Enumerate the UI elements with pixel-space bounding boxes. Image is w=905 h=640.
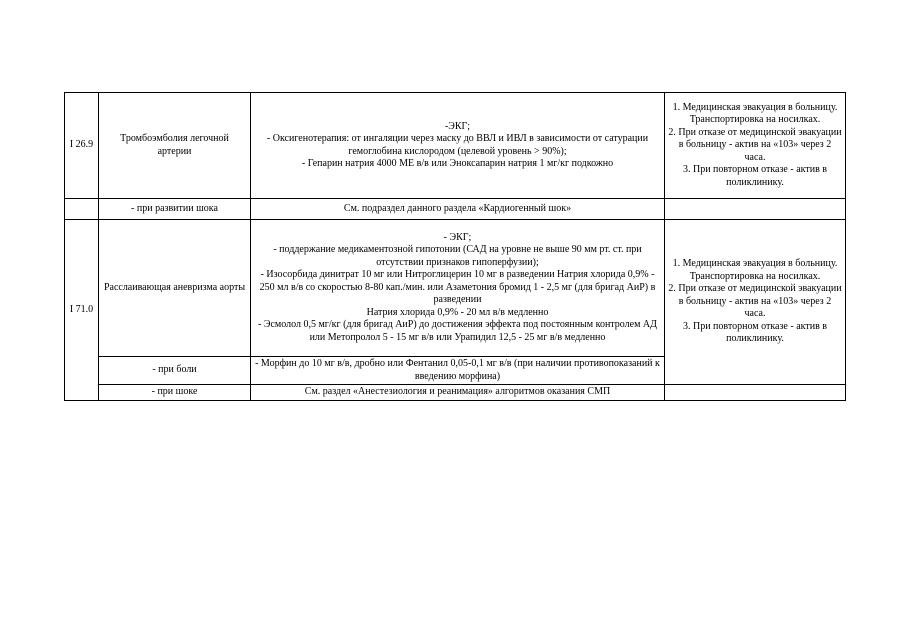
measures-cell: См. раздел «Анестезиология и реанимация» алгоритмов оказания СМП — [251, 385, 665, 401]
diagnosis-cell: Тромбоэмболия легочной артерии — [99, 93, 251, 199]
icd-code-cell: I 26.9 — [65, 93, 99, 199]
subdiagnosis-cell: - при шоке — [99, 385, 251, 401]
table-row — [65, 385, 846, 401]
table-row — [65, 93, 846, 199]
actions-cell: 1. Медицинская эвакуация в больницу. Транспортировка на носилках. 2. При отказе от медицинской эвакуации в больницу - актив на «103» через 2 часа. 3. При повторном отказе - актив в поликлинику. — [665, 93, 846, 199]
icd-code-cell: I 71.0 — [65, 220, 99, 401]
table-row — [65, 220, 846, 357]
empty-actions-cell — [665, 385, 846, 401]
subdiagnosis-cell: - при боли — [99, 357, 251, 385]
actions-cell: 1. Медицинская эвакуация в больницу. Транспортировка на носилках. 2. При отказе от медицинской эвакуации в больницу - актив на «103» через 2 часа. 3. При повторном отказе - актив в поликлинику. — [665, 220, 846, 385]
subdiagnosis-cell: - при развитии шока — [99, 199, 251, 220]
table-row — [65, 199, 846, 220]
measures-cell: -ЭКГ; - Оксигенотерапия: от ингаляции через маску до ВВЛ и ИВЛ в зависимости от сатурации гемоглобина кислородом (целевой уровень > 90%); - Гепарин натрия 4000 МЕ в/в или Эноксапарин натрия 1 мг/кг подкожно — [251, 93, 665, 199]
empty-code-cell — [65, 199, 99, 220]
measures-cell: - ЭКГ; - поддержание медикаментозной гипотонии (САД на уровне не выше 90 мм рт. ст. при отсутствии признаков гипоперфузии); - Изосорбида динитрат 10 мг или Нитроглицерин 10 мг в разведении Натрия хлорида 0,9% - 250 мл в/в со скоростью 8-80 кап./мин. или Азаметония бромид 1 - 2,5 мг (для бригад АиР) в разведении Натрия хлорида 0,9% - 20 мл в/в медленно - Эсмолол 0,5 мг/кг (для бригад АиР) до достижения эффекта под постоянным контролем АД или Метопролол 5 - 15 мг в/в или Урапидил 12,5 - 25 мг в/в медленно — [251, 220, 665, 357]
clinical-protocol-table — [64, 92, 846, 401]
diagnosis-cell: Расслаивающая аневризма аорты — [99, 220, 251, 357]
measures-cell: - Морфин до 10 мг в/в, дробно или Фентанил 0,05-0,1 мг в/в (при наличии противопоказаний к введению морфина) — [251, 357, 665, 385]
measures-cell: См. подраздел данного раздела «Кардиогенный шок» — [251, 199, 665, 220]
actions-cell — [665, 199, 846, 220]
